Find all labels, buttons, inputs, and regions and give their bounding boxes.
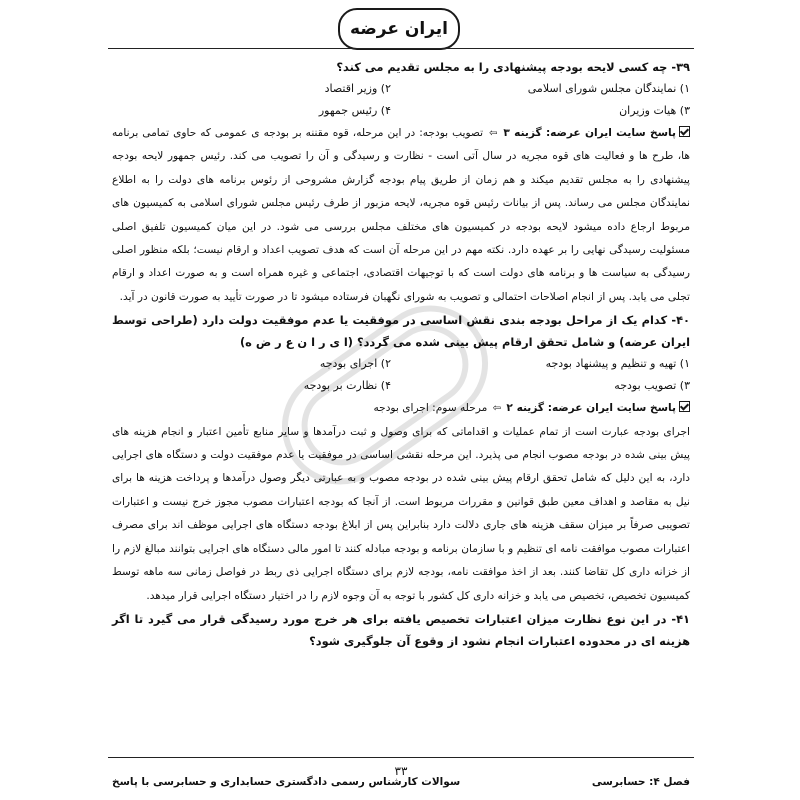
answer-40-text: اجرای بودجه عبارت است از تمام عملیات و اقداماتی که برای وصول و ثبت درآمدها و سایر منابع تأمین اعتبار و انجام هزینه های پیش بینی شده در بودجه مصوب انجام می پذیرد. این مرحله نقشی اساسی در موفقیت یا عدم موفقیت دولت و دستگاه های اجرایی دارد، به این دلیل که شامل تحقق ارقام پیش بینی شده در بودجه مصوب و به عبارتی دیگر وصول درآمدها و پرداخت هزینه ها برای نیل به مقاصد و اهداف معین طبق قوانین و مقررات مربوط است. از آنجا که بودجه اعتبارات مصوب مجوز خرج نیست و اعتبارات تصویبی صرفاً بر میزان سقف هزینه های جاری دلالت دارد بنابراین پس از ابلاغ بودجه دستگاه های اجرایی موظف اند برای مصرف اعتبارات مصوب موافقت نامه ای تنظیم و با سازمان برنامه و بودجه مبادله کنند تا امور مالی دستگاه های اجرایی بتوانند مبالغ لازم را از خزانه داری کل تقاضا کنند. بعد از اخذ موافقت نامه، بودجه لازم برای دستگاه اجرایی ذی ربط در فواصل زمانی سه ماهه توسط کمیسیون تخصیص، تخصیص می یابد و خزانه داری کل کشور با توجه به آن وجوه لازم را در اختیار دستگاه اجرایی قرار میدهد. [112, 425, 690, 602]
option-item: ۳) تصویب بودجه [614, 379, 690, 393]
question-39-options [112, 78, 690, 122]
option-item: ۲) وزیر اقتصاد [324, 82, 391, 95]
arrow-left-icon: ⇦ [492, 403, 502, 415]
document-body [112, 56, 690, 652]
answer-text: در این مرحله، قوه مقننه بر بودجه ی عمومی که حاوی تمامی برنامه ها، طرح ها و فعالیت های قوه مجریه در سال آتی است - نظارت و رسیدگی و آن را تصویب می کند. رئیس جمهور لایحه بودجه پیشنهادی را به مجلس تقدیم میکند و هم زمان از طریق پیام بودجه گزارش مشروحی از رئوس برنامه های دولت را به اطلاع نمایندگان مجلس می رساند. پس از بیانات رئیس قوه مجریه، لایحه مزبور از طرف رئیس مجلس شورای اسلامی به کمیسیون های مربوط ارجاع داده میشود لایحه بودجه در کمیسیون های مختلف مجلس بررسی می شود. در این میان کمیسیون تلفیق اصلی مسئولیت رسیدگی نهایی را بر عهده دارد. نکته مهم در این مرحله آن است که هدف تصویب اعداد و ارقام نیست؛ بلکه منظور اصلی رسیدگی به سیاست ها و برنامه های دولت است که با توجیهات اقتصادی، اجتماعی و غیره همراه است و به صورت اعداد و ارقام تجلی می یابد. پس از انجام اصلاحات احتمالی و تصویب به شورای نگهبان فرستاده میشود تا در صورت تأیید به صورت قانون در آید. [112, 127, 690, 303]
question-41: ۴۱- در این نوع نظارت میزان اعتبارات تخصیص یافته برای هر خرج مورد رسیدگی قرار می گیرد تا اگر هزینه ای در محدوده اعتبارات انجام نشود از وقوع آن جلوگیری شود؟ [112, 611, 690, 648]
answer-heading: پاسخ سایت ایران عرضه: گزینه ۲ [506, 402, 676, 415]
footer-rule [108, 757, 694, 758]
answer-subtitle: تصویب بودجه: [419, 127, 484, 139]
answer-39 [112, 122, 690, 309]
footer-chapter: فصل ۴: حسابرسی [591, 776, 690, 788]
option-item: ۳) هیات وزیران [619, 104, 690, 117]
arrow-left-icon: ⇦ [489, 128, 498, 139]
option-item: ۴) نظارت بر بودجه [303, 379, 391, 393]
option-item: ۲) اجرای بودجه [319, 357, 391, 371]
option-item: ۱) نمایندگان مجلس شورای اسلامی [527, 82, 690, 95]
logo-text: ایران عرضه [350, 19, 448, 39]
header-rule [108, 48, 694, 49]
question-40: ۴۰- کدام یک از مراحل بودجه بندی نقش اساسی در موفقیت یا عدم موفقیت دولت دارد (طراحی توسط ایران عرضه) و شامل تحقق ارقام پیش بینی شده می گردد؟ (ا ی ر ا ن ع ر ض ه) [112, 313, 690, 350]
footer-book-title: سوالات کارشناس رسمی دادگستری حسابداری و حسابرسی با پاسخ [112, 776, 461, 788]
question-39: ۳۹- چه کسی لایحه بودجه پیشنهادی را به مجلس تقدیم می کند؟ [336, 60, 690, 74]
checkbox-icon [679, 401, 690, 412]
question-40-options [112, 353, 690, 397]
answer-heading: پاسخ سایت ایران عرضه: گزینه ۳ [503, 127, 677, 139]
answer-40-heading-line [112, 397, 690, 420]
checkbox-icon [679, 126, 690, 137]
option-item: ۱) تهیه و تنظیم و پیشنهاد بودجه [545, 357, 690, 371]
answer-subtitle: مرحله سوم: اجرای بودجه [373, 402, 488, 415]
page-number: ۳۳ [394, 764, 408, 778]
page-footer [112, 764, 690, 788]
site-logo [338, 8, 460, 50]
option-item: ۴) رئیس جمهور [318, 104, 391, 117]
